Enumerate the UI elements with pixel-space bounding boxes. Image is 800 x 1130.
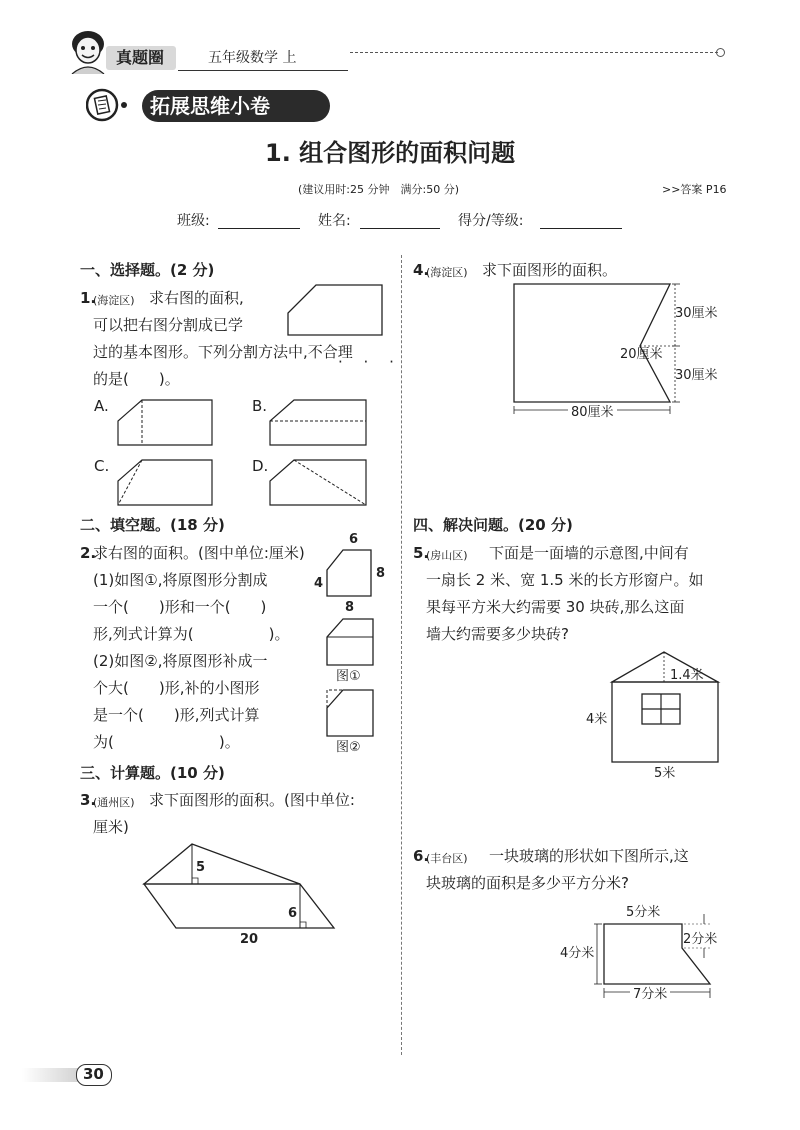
q4-number: 4.	[413, 261, 430, 279]
option-a-figure[interactable]	[116, 398, 214, 448]
q6-dim-top: 5分米	[626, 905, 661, 920]
q5-line2: 一扇长 2 米、宽 1.5 米的长方形窗户。如	[426, 571, 704, 589]
q2-dim-left: 4	[314, 576, 324, 591]
option-a-label[interactable]: A.	[94, 397, 109, 415]
q4-figure	[512, 282, 722, 422]
q4-dim-base: 80厘米	[568, 403, 617, 423]
q1-line4: 的是( )。	[93, 370, 180, 388]
q4-dim-bottom-right: 30厘米	[675, 368, 718, 383]
option-b-label[interactable]: B.	[252, 397, 268, 415]
section-calc-title: 三、计算题。(10 分)	[80, 764, 225, 782]
q1-emphasis-dots: · · ·	[338, 353, 402, 371]
option-c-label[interactable]: C.	[94, 457, 110, 475]
q5-wall-base: 5米	[654, 766, 676, 781]
q2-figure-2-label: 图②	[336, 740, 361, 755]
name-label: 姓名:	[318, 213, 351, 229]
q6-number: 6.	[413, 847, 430, 865]
score-field[interactable]	[540, 228, 622, 229]
section-choice-title: 一、选择题。(2 分)	[80, 261, 215, 279]
q2-line6: 是一个( )形,列式计算	[93, 706, 260, 724]
class-field[interactable]	[218, 228, 300, 229]
column-divider	[401, 255, 402, 1055]
banner-label: 拓展思维小卷	[150, 94, 270, 118]
q4-dim-mid: 20厘米	[620, 347, 663, 362]
option-d-label[interactable]: D.	[252, 457, 269, 475]
q1-number: 1.	[80, 289, 97, 307]
header-end-dot	[716, 48, 725, 57]
q2-original-figure	[325, 548, 373, 598]
header-rule	[178, 70, 348, 71]
q1-shape-figure	[286, 283, 386, 339]
q5-wall-figure	[608, 648, 728, 766]
q2-figure-2	[325, 688, 375, 738]
q6-line2: 块玻璃的面积是多少平方分米?	[426, 874, 629, 892]
mascot-avatar	[66, 28, 110, 74]
q2-line1: (1)如图①,将原图形分割成	[93, 571, 268, 589]
q4-line1: 求下面图形的面积。	[482, 261, 618, 279]
q2-dim-right: 8	[376, 566, 386, 581]
q2-number: 2.	[80, 544, 97, 562]
q5-line3: 果每平方米大约需要 30 块砖,那么这面	[426, 598, 685, 616]
q3-line1: 求下面图形的面积。(图中单位:	[149, 791, 355, 809]
page-title: 1. 组合图形的面积问题	[265, 139, 516, 167]
q5-line4: 墙大约需要多少块砖?	[426, 625, 569, 643]
q2-dim-top: 6	[349, 532, 359, 547]
q6-dim-right: 2分米	[683, 932, 718, 947]
q5-source: (房山区)	[426, 549, 468, 562]
q3-figure	[140, 840, 340, 936]
q2-line3: 形,列式计算为( )。	[93, 625, 290, 643]
q1-line3: 过的基本图形。下列分割方法中,不合理	[93, 343, 353, 361]
option-b-figure[interactable]	[268, 398, 368, 448]
q2-line2: 一个( )形和一个( )	[93, 598, 267, 616]
q6-dim-bottom: 7分米	[630, 985, 670, 1005]
q2-figure-1	[325, 617, 375, 667]
q5-roof-height: 1.4米	[670, 668, 704, 683]
header-bar	[0, 0, 800, 80]
q3-height-bottom: 6	[288, 906, 298, 921]
score-label: 得分/等级:	[458, 213, 524, 229]
option-c-figure[interactable]	[116, 458, 214, 508]
q2-line7: 为( )。	[93, 733, 240, 751]
section-solve-title: 四、解决问题。(20 分)	[413, 516, 573, 534]
q3-line2: 厘米)	[93, 818, 129, 836]
option-d-figure[interactable]	[268, 458, 368, 508]
section-fill-title: 二、填空题。(18 分)	[80, 516, 225, 534]
q2-line0: 求右图的面积。(图中单位:厘米)	[93, 544, 305, 562]
q4-source: (海淀区)	[426, 266, 468, 279]
q5-number: 5.	[413, 544, 430, 562]
name-field[interactable]	[360, 228, 440, 229]
q6-line1: 一块玻璃的形状如下图所示,这	[489, 847, 689, 865]
banner-icon	[86, 88, 132, 122]
footer-shade	[22, 1068, 82, 1082]
q3-height-top: 5	[196, 860, 206, 875]
q6-dim-left: 4分米	[560, 946, 595, 961]
q3-base: 20	[240, 932, 259, 947]
q2-line5: 个大( )形,补的小图形	[93, 679, 260, 697]
q3-number: 3.	[80, 791, 97, 809]
q1-source: (海淀区)	[93, 294, 135, 307]
brand-name: 真题圈	[116, 48, 165, 67]
book-title: 五年级数学 上	[208, 50, 297, 66]
q2-figure-1-label: 图①	[336, 669, 361, 684]
q5-line1: 下面是一面墙的示意图,中间有	[489, 544, 689, 562]
page-number: 30	[83, 1065, 104, 1083]
q1-line2: 可以把右图分割成已学	[93, 316, 244, 334]
q4-dim-top: 30厘米	[675, 306, 718, 321]
q2-line4: (2)如图②,将原图形补成一	[93, 652, 268, 670]
header-dashed-rule	[350, 52, 718, 53]
q1-line1: 求右图的面积,	[149, 289, 244, 307]
answer-ref: >>答案 P16	[662, 183, 727, 196]
suggest-time: (建议用时:25 分钟 满分:50 分)	[298, 183, 459, 196]
q3-source: (通州区)	[93, 796, 135, 809]
q2-dim-bottom: 8	[345, 600, 355, 615]
q6-source: (丰台区)	[426, 852, 468, 865]
q5-wall-height: 4米	[586, 712, 608, 727]
class-label: 班级:	[177, 213, 210, 229]
